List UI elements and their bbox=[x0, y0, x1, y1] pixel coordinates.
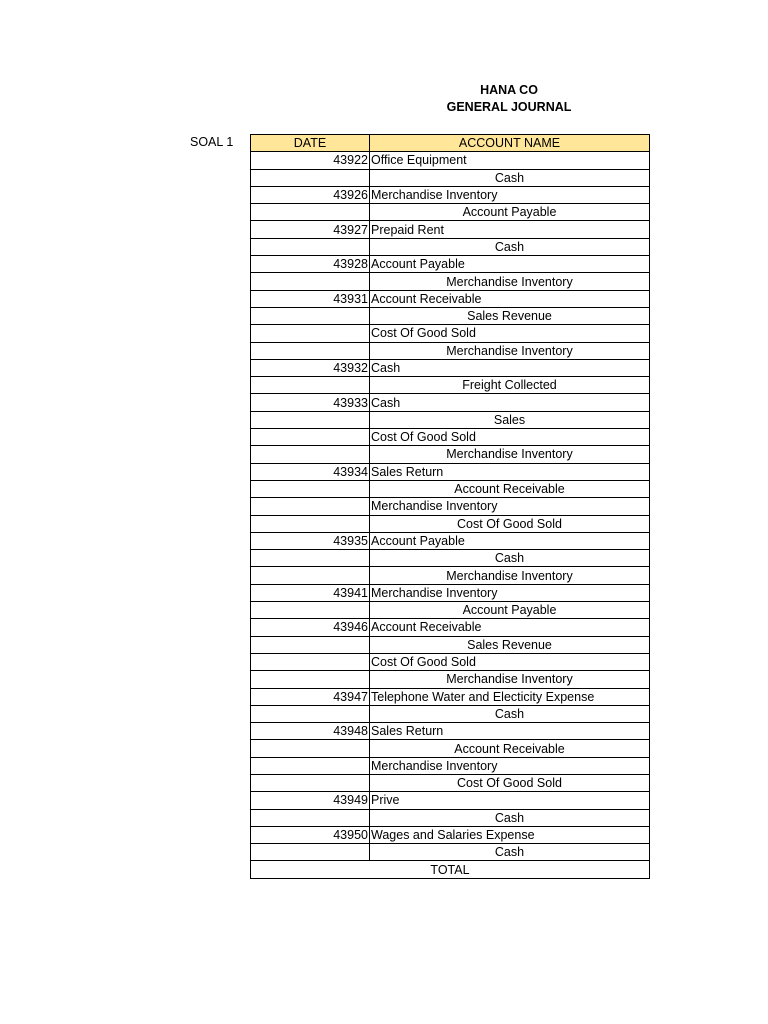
table-row bbox=[251, 221, 650, 238]
debit-account-cell[interactable]: Cost Of Good Sold bbox=[370, 653, 650, 670]
date-cell[interactable] bbox=[251, 774, 370, 791]
table-row bbox=[251, 723, 650, 740]
debit-account-cell[interactable]: Merchandise Inventory bbox=[370, 498, 650, 515]
credit-account-cell[interactable]: Merchandise Inventory bbox=[370, 567, 650, 584]
date-cell[interactable]: 43949 bbox=[251, 792, 370, 809]
table-row bbox=[251, 307, 650, 324]
debit-account-cell[interactable]: Account Payable bbox=[370, 256, 650, 273]
debit-account-cell[interactable]: Account Payable bbox=[370, 532, 650, 549]
date-cell[interactable]: 43947 bbox=[251, 688, 370, 705]
date-cell[interactable] bbox=[251, 636, 370, 653]
date-cell[interactable] bbox=[251, 602, 370, 619]
date-cell[interactable]: 43931 bbox=[251, 290, 370, 307]
credit-account-cell[interactable]: Merchandise Inventory bbox=[370, 671, 650, 688]
date-cell[interactable] bbox=[251, 169, 370, 186]
table-row bbox=[251, 671, 650, 688]
date-cell[interactable]: 43934 bbox=[251, 463, 370, 480]
credit-account-cell[interactable]: Cost Of Good Sold bbox=[370, 774, 650, 791]
debit-account-cell[interactable]: Wages and Salaries Expense bbox=[370, 826, 650, 843]
debit-account-cell[interactable]: Cash bbox=[370, 359, 650, 376]
column-header-account-name[interactable]: ACCOUNT NAME bbox=[370, 135, 650, 152]
table-row bbox=[251, 653, 650, 670]
credit-account-cell[interactable]: Cash bbox=[370, 238, 650, 255]
table-row bbox=[251, 584, 650, 601]
date-cell[interactable] bbox=[251, 567, 370, 584]
table-row bbox=[251, 411, 650, 428]
credit-account-cell[interactable]: Account Payable bbox=[370, 602, 650, 619]
date-cell[interactable]: 43950 bbox=[251, 826, 370, 843]
date-cell[interactable]: 43928 bbox=[251, 256, 370, 273]
date-cell[interactable]: 43946 bbox=[251, 619, 370, 636]
date-cell[interactable] bbox=[251, 204, 370, 221]
credit-account-cell[interactable]: Cost Of Good Sold bbox=[370, 515, 650, 532]
date-cell[interactable] bbox=[251, 273, 370, 290]
debit-account-cell[interactable]: Account Receivable bbox=[370, 290, 650, 307]
credit-account-cell[interactable]: Cash bbox=[370, 169, 650, 186]
table-row bbox=[251, 152, 650, 169]
date-cell[interactable]: 43933 bbox=[251, 394, 370, 411]
table-row bbox=[251, 273, 650, 290]
debit-account-cell[interactable]: Merchandise Inventory bbox=[370, 186, 650, 203]
credit-account-cell[interactable]: Cash bbox=[370, 550, 650, 567]
general-journal-table bbox=[250, 134, 650, 879]
credit-account-cell[interactable]: Cash bbox=[370, 844, 650, 861]
table-row bbox=[251, 429, 650, 446]
date-cell[interactable]: 43935 bbox=[251, 532, 370, 549]
debit-account-cell[interactable]: Sales Return bbox=[370, 463, 650, 480]
date-cell[interactable] bbox=[251, 653, 370, 670]
table-row bbox=[251, 826, 650, 843]
table-row bbox=[251, 480, 650, 497]
date-cell[interactable] bbox=[251, 411, 370, 428]
credit-account-cell[interactable]: Sales bbox=[370, 411, 650, 428]
table-row bbox=[251, 463, 650, 480]
table-row bbox=[251, 238, 650, 255]
table-row bbox=[251, 377, 650, 394]
total-row bbox=[251, 861, 650, 878]
table-row bbox=[251, 619, 650, 636]
date-cell[interactable] bbox=[251, 515, 370, 532]
credit-account-cell[interactable]: Account Receivable bbox=[370, 480, 650, 497]
date-cell[interactable] bbox=[251, 757, 370, 774]
date-cell[interactable] bbox=[251, 480, 370, 497]
credit-account-cell[interactable]: Merchandise Inventory bbox=[370, 342, 650, 359]
table-body bbox=[251, 152, 650, 861]
table-row bbox=[251, 186, 650, 203]
table-row bbox=[251, 446, 650, 463]
debit-account-cell[interactable]: Prepaid Rent bbox=[370, 221, 650, 238]
table-row bbox=[251, 844, 650, 861]
table-row bbox=[251, 688, 650, 705]
total-cell[interactable]: TOTAL bbox=[251, 861, 650, 878]
debit-account-cell[interactable]: Telephone Water and Electicity Expense bbox=[370, 688, 650, 705]
table-row bbox=[251, 550, 650, 567]
table-row bbox=[251, 602, 650, 619]
date-cell[interactable] bbox=[251, 498, 370, 515]
table-row bbox=[251, 394, 650, 411]
date-cell[interactable]: 43926 bbox=[251, 186, 370, 203]
table-row bbox=[251, 498, 650, 515]
date-cell[interactable] bbox=[251, 377, 370, 394]
date-cell[interactable] bbox=[251, 325, 370, 342]
section-label: SOAL 1 bbox=[190, 135, 234, 149]
table-row bbox=[251, 342, 650, 359]
date-cell[interactable]: 43932 bbox=[251, 359, 370, 376]
credit-account-cell[interactable]: Cash bbox=[370, 809, 650, 826]
table-row bbox=[251, 532, 650, 549]
table-row bbox=[251, 705, 650, 722]
debit-account-cell[interactable]: Office Equipment bbox=[370, 152, 650, 169]
date-cell[interactable]: 43927 bbox=[251, 221, 370, 238]
debit-account-cell[interactable]: Merchandise Inventory bbox=[370, 757, 650, 774]
table-row bbox=[251, 809, 650, 826]
date-cell[interactable] bbox=[251, 844, 370, 861]
date-cell[interactable] bbox=[251, 550, 370, 567]
table-row bbox=[251, 290, 650, 307]
company-name: HANA CO bbox=[480, 83, 538, 97]
table-header-row bbox=[251, 135, 650, 152]
date-cell[interactable] bbox=[251, 238, 370, 255]
table-row bbox=[251, 740, 650, 757]
date-cell[interactable] bbox=[251, 705, 370, 722]
table-row bbox=[251, 774, 650, 791]
date-cell[interactable] bbox=[251, 307, 370, 324]
table-row bbox=[251, 515, 650, 532]
table-row bbox=[251, 325, 650, 342]
credit-account-cell[interactable]: Account Payable bbox=[370, 204, 650, 221]
table-row bbox=[251, 567, 650, 584]
credit-account-cell[interactable]: Account Receivable bbox=[370, 740, 650, 757]
debit-account-cell[interactable]: Account Receivable bbox=[370, 619, 650, 636]
date-cell[interactable]: 43922 bbox=[251, 152, 370, 169]
table-row bbox=[251, 757, 650, 774]
debit-account-cell[interactable]: Sales Return bbox=[370, 723, 650, 740]
credit-account-cell[interactable]: Sales Revenue bbox=[370, 636, 650, 653]
table-row bbox=[251, 256, 650, 273]
credit-account-cell[interactable]: Merchandise Inventory bbox=[370, 446, 650, 463]
date-cell[interactable] bbox=[251, 671, 370, 688]
date-cell[interactable] bbox=[251, 740, 370, 757]
table-row bbox=[251, 792, 650, 809]
column-header-date[interactable]: DATE bbox=[251, 135, 370, 152]
debit-account-cell[interactable]: Cost Of Good Sold bbox=[370, 429, 650, 446]
journal-title: GENERAL JOURNAL bbox=[446, 100, 572, 114]
date-cell[interactable] bbox=[251, 809, 370, 826]
debit-account-cell[interactable]: Prive bbox=[370, 792, 650, 809]
credit-account-cell[interactable]: Sales Revenue bbox=[370, 307, 650, 324]
debit-account-cell[interactable]: Cash bbox=[370, 394, 650, 411]
table-row bbox=[251, 169, 650, 186]
table-row bbox=[251, 636, 650, 653]
date-cell[interactable]: 43941 bbox=[251, 584, 370, 601]
date-cell[interactable] bbox=[251, 446, 370, 463]
date-cell[interactable] bbox=[251, 342, 370, 359]
credit-account-cell[interactable]: Freight Collected bbox=[370, 377, 650, 394]
table-row bbox=[251, 359, 650, 376]
table-row bbox=[251, 204, 650, 221]
debit-account-cell[interactable]: Cost Of Good Sold bbox=[370, 325, 650, 342]
debit-account-cell[interactable]: Merchandise Inventory bbox=[370, 584, 650, 601]
date-cell[interactable]: 43948 bbox=[251, 723, 370, 740]
date-cell[interactable] bbox=[251, 429, 370, 446]
credit-account-cell[interactable]: Cash bbox=[370, 705, 650, 722]
credit-account-cell[interactable]: Merchandise Inventory bbox=[370, 273, 650, 290]
